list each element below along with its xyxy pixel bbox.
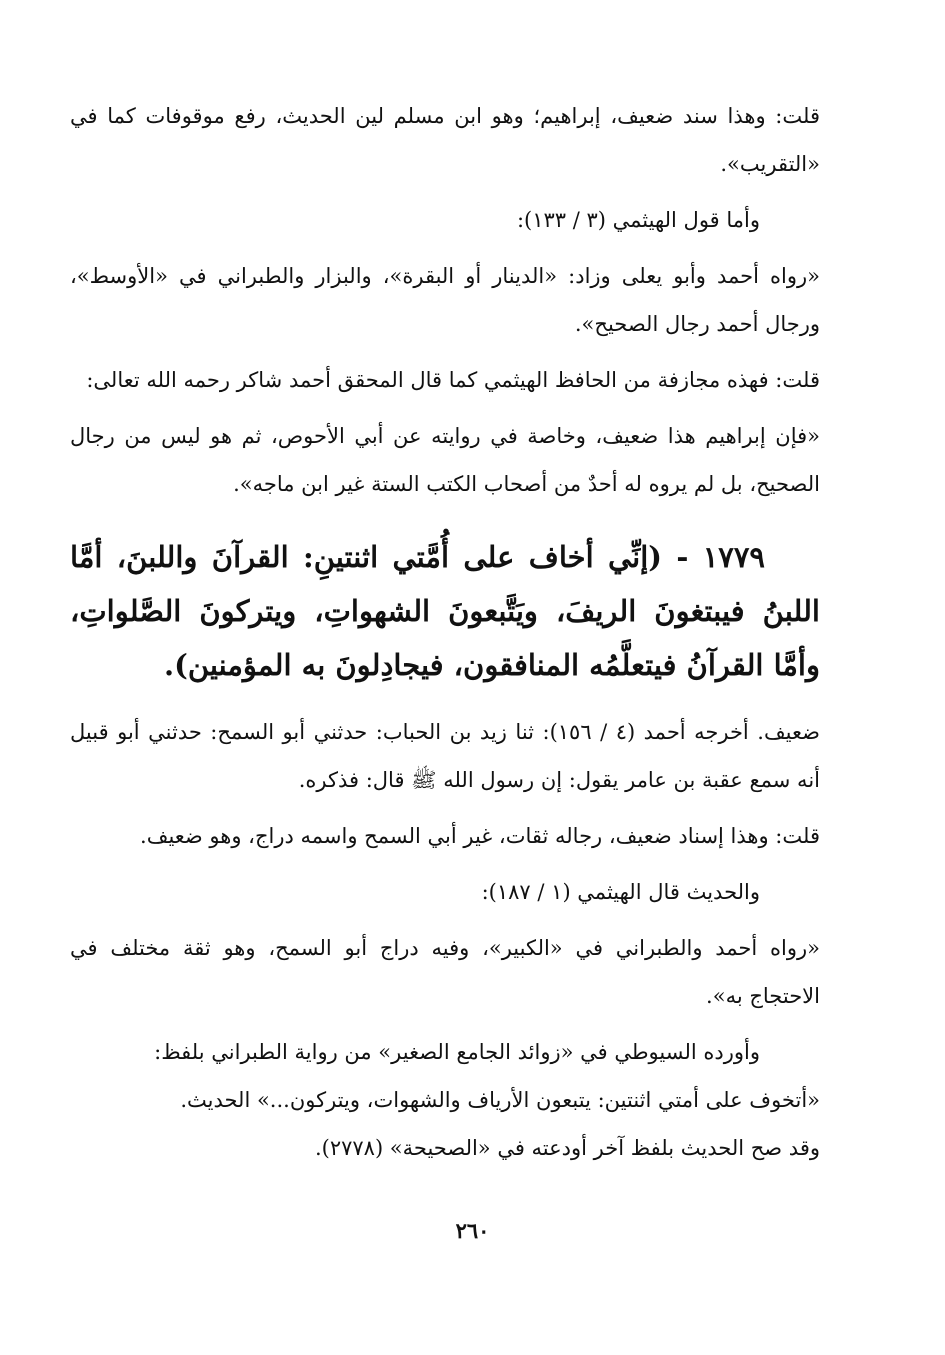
paragraph-11: «أتخوف على أمتي اثنتين: يتبعون الأرياف والشهوات، ويتركون...» الحديث. [180, 1088, 820, 1112]
hadith-text: ١٧٧٩ - (إنِّي أخاف على أُمَّتي اثنتينِ: القرآنَ واللبنَ، أمَّا اللبنُ فيبتغونَ الريفَ، ويَتَّبعونَ الشهواتِ، ويتركونَ الصَّلواتِ، وأمَّا القرآنُ فيتعلَّمُه المنافقون، فيجادِلونَ به المؤمنين). [70, 540, 820, 682]
paragraph-5: «فإن إبراهيم هذا ضعيف، وخاصة في روايته عن أبي الأحوص، ثم هو ليس من رجال الصحيح، بل لم يروه له أحدٌ من أصحاب الكتب الستة غير ابن ماجه». [70, 424, 820, 496]
paragraph-12: وقد صح الحديث بلفظ آخر أودعته في «الصحيحة» (٢٧٧٨). [314, 1136, 820, 1160]
paragraph-4: قلت: فهذه مجازفة من الحافظ الهيثمي كما قال المحقق أحمد شاكر رحمه الله تعالى: [86, 368, 820, 392]
paragraph-2: وأما قول الهيثمي (٣ / ١٣٣): [516, 208, 760, 232]
paragraph-10: وأورده السيوطي في «زوائد الجامع الصغير» من رواية الطبراني بلفظ: [154, 1040, 760, 1064]
paragraph-9: «رواه أحمد والطبراني في «الكبير»، وفيه دراج أبو السمح، وهو ثقة مختلف في الاحتجاج به». [70, 936, 820, 1008]
paragraph-7: قلت: وهذا إسناد ضعيف، رجاله ثقات، غير أبي السمح واسمه دراج، وهو ضعيف. [140, 824, 820, 848]
paragraph-1: قلت: وهذا سند ضعيف، إبراهيم؛ وهو ابن مسلم لين الحديث، رفع موقوفات كما في «التقريب». [70, 104, 820, 176]
page-body [70, 92, 820, 1172]
paragraph-3: «رواه أحمد وأبو يعلى وزاد: «الدينار أو البقرة»، والبزار والطبراني في «الأوسط»، ورجال أحمد رجال الصحيح». [70, 264, 820, 336]
paragraph-6: ضعيف. أخرجه أحمد (٤ / ١٥٦): ثنا زيد بن الحباب: حدثني أبو السمح: حدثني أبو قبيل أنه سمع عقبة بن عامر يقول: إن رسول الله ﷺ قال: فذكره. [70, 720, 820, 792]
page-number: ٢٦٠ [455, 1218, 490, 1243]
paragraph-8: والحديث قال الهيثمي (١ / ١٨٧): [481, 880, 760, 904]
